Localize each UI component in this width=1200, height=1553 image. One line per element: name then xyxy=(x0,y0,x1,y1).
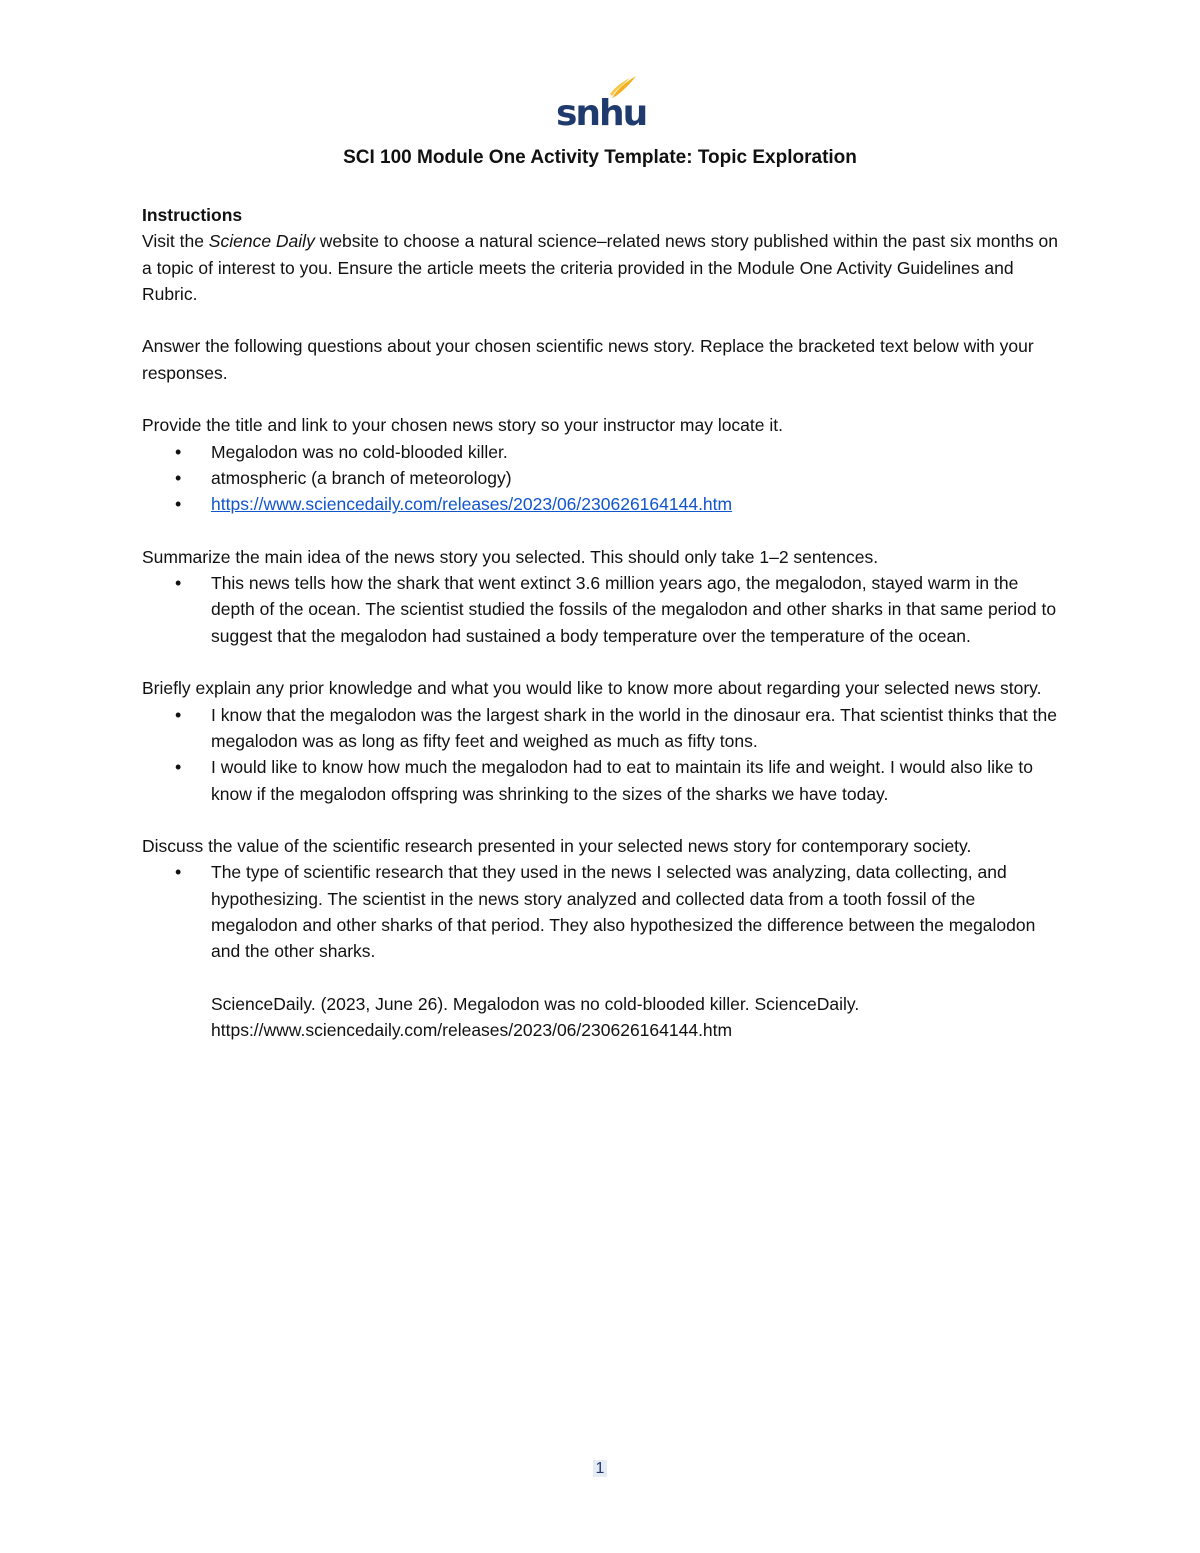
page-title: SCI 100 Module One Activity Template: Topic Exploration xyxy=(343,147,857,168)
instructions-heading: Instructions xyxy=(142,205,243,225)
answer-instructions: Answer the following questions about your chosen scientific news story. Replace the bracketed text below with your responses. xyxy=(142,336,1034,383)
answer-list-3 xyxy=(142,702,1062,807)
list-item: • Megalodon was no cold-blooded killer. xyxy=(211,439,1062,465)
list-item xyxy=(211,491,1062,517)
list-item: • atmospheric (a branch of meteorology) xyxy=(211,465,1062,491)
answer-list-4 xyxy=(142,859,1062,964)
question-3: Briefly explain any prior knowledge and what you would like to know more about regarding your selected news story. xyxy=(142,678,1042,699)
logo-text: snhu xyxy=(556,93,647,134)
reference-citation: ScienceDaily. (2023, June 26). Megalodon was no cold-blooded killer. ScienceDaily. https://www.sciencedaily.com/releases/2023/06/230626164144.htm xyxy=(211,993,860,1041)
question-4: Discuss the value of the scientific research presented in your selected news story for contemporary society. xyxy=(142,836,972,857)
answer-list-2 xyxy=(142,570,1062,649)
page-number: 1 xyxy=(0,1460,1200,1478)
list-item: • I know that the megalodon was the largest shark in the world in the dinosaur era. That scientist thinks that the megalodon was as long as fifty feet and weighed as much as fifty tons. xyxy=(211,702,1062,755)
article-link[interactable]: https://www.sciencedaily.com/releases/2023/06/230626164144.htm xyxy=(211,494,733,515)
list-item: • The type of scientific research that they used in the news I selected was analyzing, data collecting, and hypothesizing. The scientist in the news story analyzed and collected data from a tooth fossil of the megalodon and other sharks of that period. They also hypothesized the difference between the megalodon and the other sharks. xyxy=(211,859,1062,964)
list-item: • I would like to know how much the megalodon had to eat to maintain its life and weight. I would also like to know if the megalodon offspring was shrinking to the sizes of the sharks we have today. xyxy=(211,754,1062,807)
document-body xyxy=(142,202,1062,1044)
instructions-paragraph: Visit the Science Daily website to choose a natural science–related news story published within the past six months on a topic of interest to you. Ensure the article meets the criteria provided in the Module One Activity Guidelines and Rubric. xyxy=(142,231,1059,304)
question-1: Provide the title and link to your chosen news story so your instructor may locate it. xyxy=(142,415,783,436)
question-2: Summarize the main idea of the news story you selected. This should only take 1–2 sentences. xyxy=(142,546,879,567)
snhu-logo xyxy=(556,74,647,134)
list-item: • This news tells how the shark that went extinct 3.6 million years ago, the megalodon, stayed warm in the depth of the ocean. The scientist studied the fossils of the megalodon and other sharks in that same period to suggest that the megalodon had sustained a body temperature over the temperature of the ocean. xyxy=(211,570,1062,649)
science-daily-name: Science Daily xyxy=(208,231,315,252)
answer-list-1 xyxy=(142,439,1062,518)
